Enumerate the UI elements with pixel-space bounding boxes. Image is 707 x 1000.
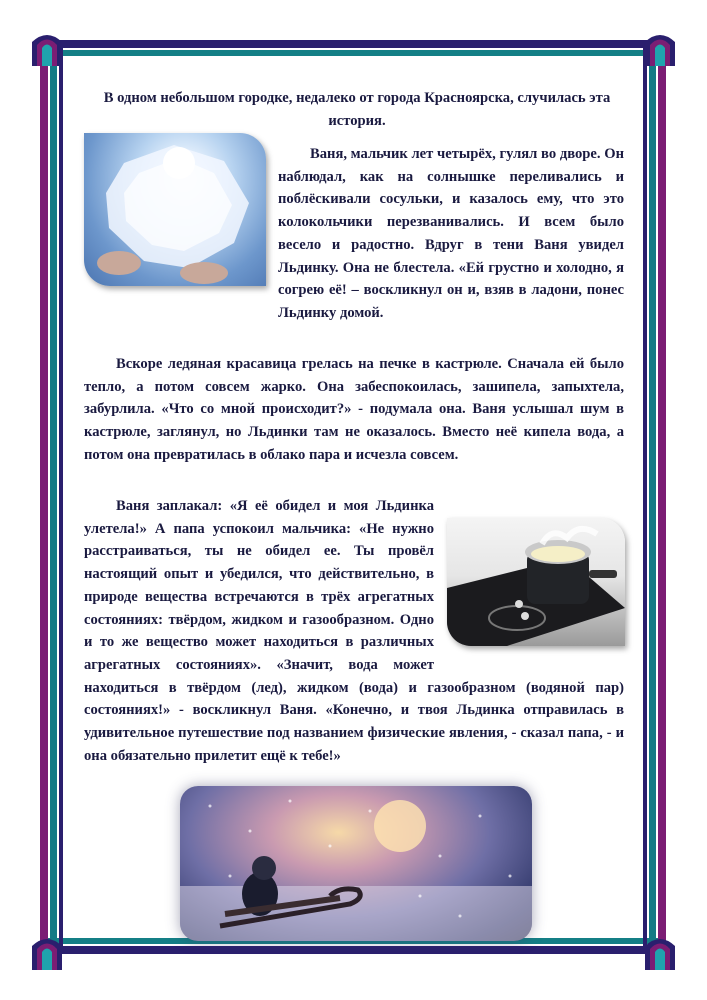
boiling-pot-image bbox=[447, 518, 625, 646]
frame-left-bar-teal bbox=[50, 46, 57, 954]
story-intro: В одном небольшом городке, недалеко от города Красноярска, случилась эта история. bbox=[103, 90, 611, 129]
story-paragraph-2 bbox=[84, 353, 624, 467]
story-paragraph-2-text: Вскоре ледяная красавица грелась на печке в кастрюле. Сначала ей было тепло, а потом совсем жарко. Она забеспокоилась, зашипела, запыхтела, забурлила. «Что со мной происходит?» - подумала она. Ваня услышал шум в кастрюле, заглянул, но Льдинки там не оказалось. Вместо неё кипела вода, а потом она превратилась в облако пара и исчезла совсем. bbox=[84, 356, 624, 463]
frame-left-bar bbox=[40, 40, 48, 960]
frame-top-bar bbox=[38, 40, 668, 48]
corner-ornament-bottom-left bbox=[30, 932, 64, 972]
story-paragraph-1-text: Ваня, мальчик лет четырёх, гулял во дворе. Он наблюдал, как на солнышке переливались и поблёскивали сосульки, и казалось ему, что это колокольчики перезванивались. И всем было весело и радостно. Вдруг в тени Ваня увидел Льдинку. Она не блестела. «Ей грустно и холодно, я согрею её! – воскликнул он и, взяв в ладони, понес Льдинку домой. bbox=[278, 146, 624, 321]
frame-top-bar-inner bbox=[46, 50, 660, 56]
story-paragraph-3-text: Ваня заплакал: «Я её обидел и моя Льдинка улетела!» А папа успокоил мальчика: «Не нужно расстраиваться, ты не обидел ее. Ты провёл настоящий опыт и убедился, что действительно, в природе вещества встречаются в трёх агрегатных состояниях: твёрдом, жидком и газообразном. Одно и то же вещество может находиться в различных агрегатных состояниях». «Значит, вода может находиться в твёрдом (лед), жидком (вода) и газообразном (водяной пар) состояниях!» - воскликнул Ваня. «Конечно, и твоя Льдинка отправилась в удивительное путешествие под названием физические явления, - сказал папа, - и она обязательно прилетит ещё к тебе!» bbox=[84, 498, 624, 764]
ice-crystal-image bbox=[84, 133, 266, 286]
frame-bottom-bar bbox=[38, 946, 668, 954]
corner-ornament-bottom-right bbox=[643, 932, 677, 972]
frame-right-bar-navy bbox=[643, 46, 647, 954]
corner-ornament-top-left bbox=[30, 28, 64, 68]
child-on-sled-winter-image bbox=[180, 786, 532, 941]
corner-ornament-top-right bbox=[643, 28, 677, 68]
frame-left-bar-navy bbox=[59, 46, 63, 954]
frame-right-bar bbox=[658, 40, 666, 960]
frame-right-bar-teal bbox=[649, 46, 656, 954]
